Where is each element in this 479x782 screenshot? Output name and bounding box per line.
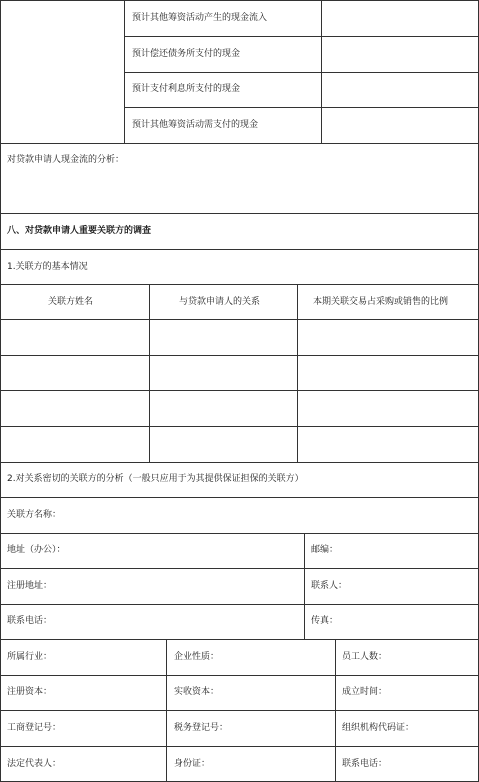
cashflow-row-divider — [124, 72, 479, 73]
row-divider — [0, 675, 479, 676]
row-divider — [0, 143, 479, 144]
related-table-header: 与贷款申请人的关系 — [179, 297, 261, 307]
contact-phone-label: 联系电话： — [342, 759, 388, 769]
phone-label: 联系电话： — [7, 616, 53, 626]
related-table-row-divider — [0, 355, 479, 356]
fax-label: 传真： — [311, 616, 339, 626]
related-table-header: 本期关联交易占采购或销售的比例 — [313, 297, 449, 307]
section-title: 八、对贷款申请人重要关联方的调查 — [7, 226, 152, 236]
related-table-row-divider — [0, 390, 479, 391]
row-divider — [0, 497, 479, 498]
cashflow-row-label: 预计支付利息所支付的现金 — [132, 84, 241, 94]
form-col-divider — [304, 533, 305, 639]
subsection-title: 1.关联方的基本情况 — [7, 262, 88, 272]
business-registration-label: 工商登记号： — [7, 723, 62, 733]
cashflow-analysis-label: 对贷款申请人现金流的分析： — [7, 155, 125, 165]
employees-label: 员工人数： — [342, 652, 388, 662]
related-table-row-divider — [0, 426, 479, 427]
related-table-col-divider — [297, 284, 298, 462]
registered-capital-label: 注册资本： — [7, 687, 53, 697]
org-code-label: 组织机构代码证： — [342, 723, 415, 733]
cashflow-row-divider — [124, 36, 479, 37]
industry-label: 所属行业： — [7, 652, 53, 662]
related-table-col-divider — [149, 284, 150, 462]
cashflow-row-label: 预计其他筹资活动产生的现金流入 — [132, 13, 268, 23]
office-address-label: 地址（办公）： — [7, 545, 66, 555]
row-divider — [0, 746, 479, 747]
tax-registration-label: 税务登记号： — [174, 723, 229, 733]
row-divider — [0, 213, 479, 214]
row-divider — [0, 533, 479, 534]
legal-representative-label: 法定代表人： — [7, 759, 62, 769]
row-divider — [0, 604, 479, 605]
enterprise-type-label: 企业性质： — [174, 652, 220, 662]
row-divider — [0, 710, 479, 711]
related-table-row-divider — [0, 319, 479, 320]
subsection-title: 2.对关系密切的关联方的分析（一般只应用于为其提供保证担保的关联方） — [7, 474, 304, 484]
paid-capital-label: 实收资本： — [174, 687, 220, 697]
related-party-name-label: 关联方名称： — [7, 510, 62, 520]
row-divider — [0, 284, 479, 285]
cashflow-row-label: 预计偿还债务所支付的现金 — [132, 49, 241, 59]
row-divider — [0, 249, 479, 250]
row-divider — [0, 462, 479, 463]
established-label: 成立时间： — [342, 687, 388, 697]
cashflow-row-label: 预计其他筹资活动需支付的现金 — [132, 120, 259, 130]
postcode-label: 邮编： — [311, 545, 339, 555]
related-table-header: 关联方姓名 — [48, 297, 94, 307]
row-divider — [0, 568, 479, 569]
contact-person-label: 联系人： — [311, 581, 348, 591]
id-card-label: 身份证： — [174, 759, 211, 769]
cashflow-row-divider — [124, 107, 479, 108]
registered-address-label: 注册地址： — [7, 581, 53, 591]
row-divider — [0, 639, 479, 640]
